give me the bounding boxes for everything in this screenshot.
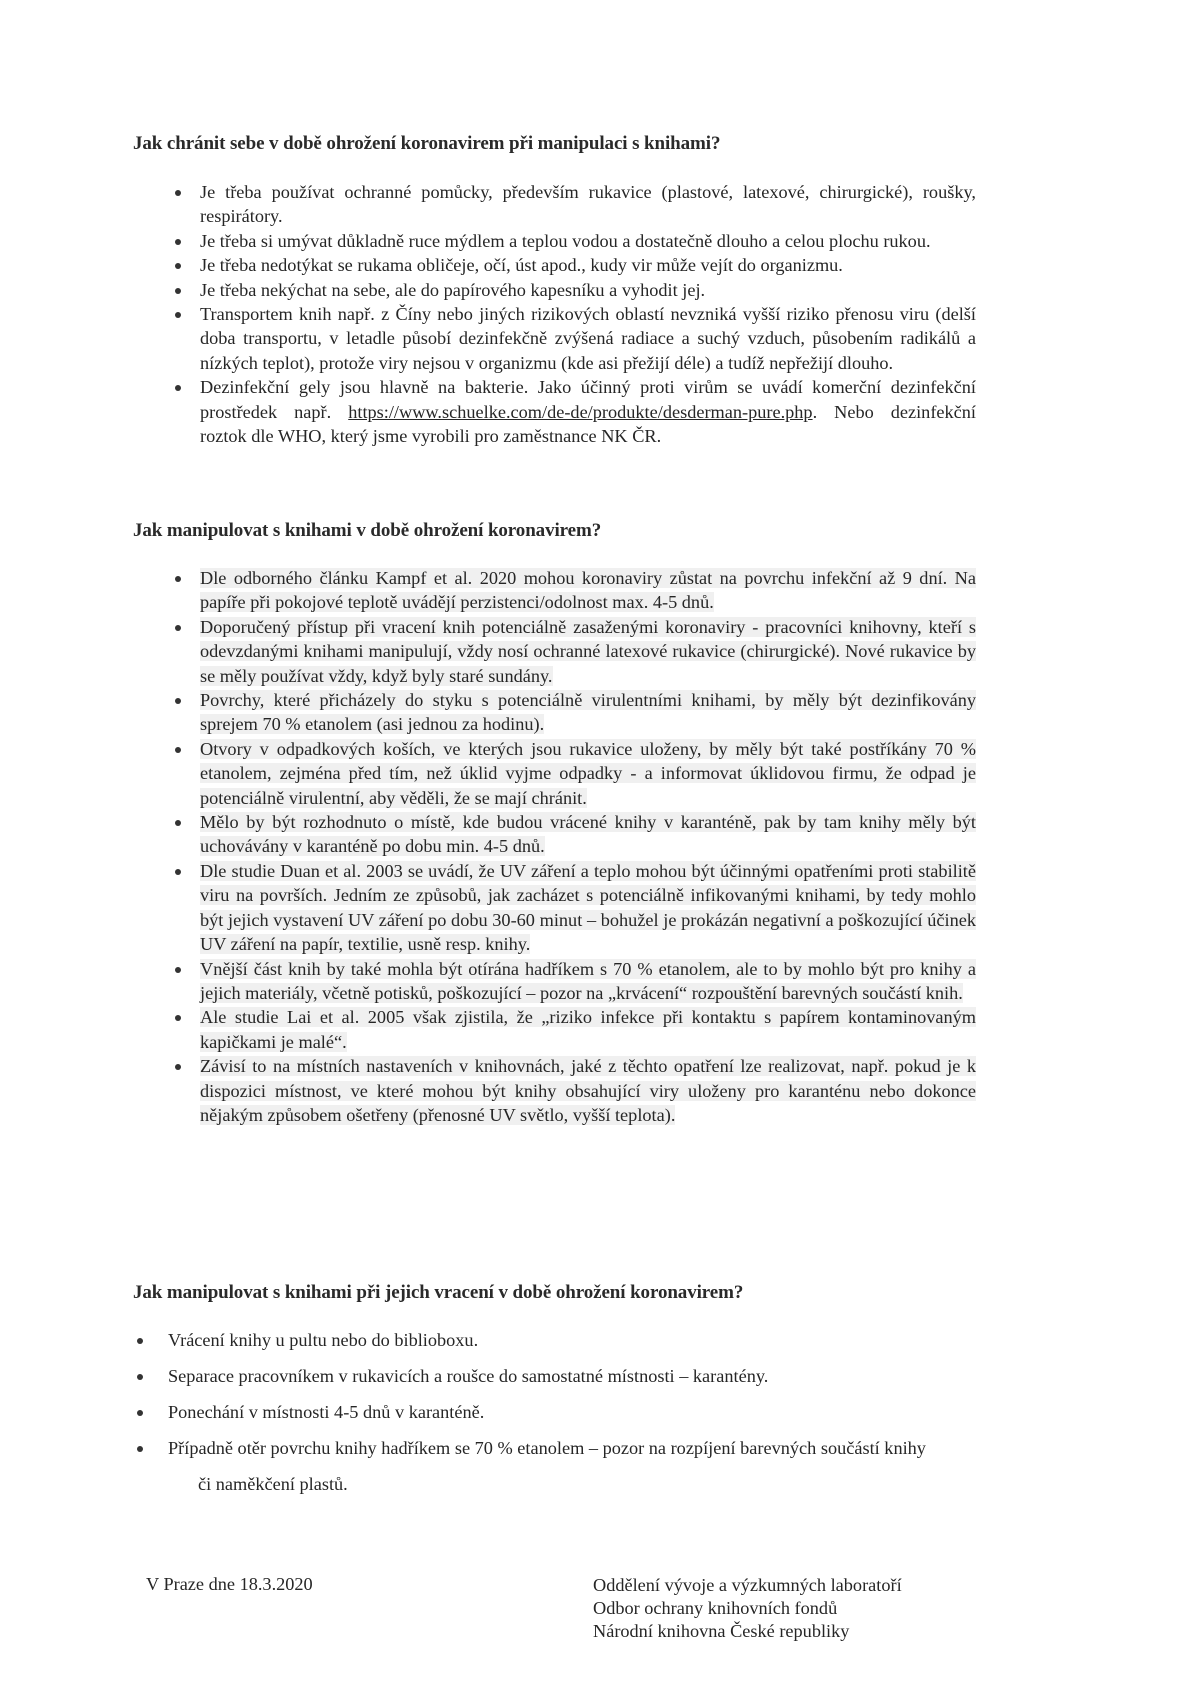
bullet-icon <box>175 239 181 245</box>
list-item: Dezinfekční gely jsou hlavně na bakterie. Jako účinný proti virům se uvádí komerční dezinfekční prostředek např. https://www.schuelke.com/de-de/produkte/desderman-pure.php. Nebo dezinfekční roztok dle WHO, který jsme vyrobili pro zaměstnance NK ČR. <box>175 375 976 448</box>
bullet-icon <box>137 1374 143 1380</box>
signature-division: Odbor ochrany knihovních fondů <box>593 1598 838 1618</box>
bullet-icon <box>137 1446 143 1452</box>
disinfectant-product-link[interactable]: https://www.schuelke.com/de-de/produkte/desderman-pure.php <box>348 401 813 422</box>
signature-block <box>593 1574 902 1643</box>
bullet-icon <box>175 576 181 582</box>
section-heading-protect-self: Jak chránit sebe v době ohrožení koronavirem při manipulaci s knihami? <box>133 133 721 154</box>
bullet-icon <box>175 385 181 391</box>
list-item: Otvory v odpadkových koších, ve kterých jsou rukavice uloženy, by měly být také postříkány 70 % etanolem, zejména před tím, než úklid vyjme odpadky - a informovat úklidovou firmu, že odpad je potenciálně virulentní, aby věděli, že se mají chránit. <box>175 737 976 810</box>
list-item: Mělo by být rozhodnuto o místě, kde budou vrácené knihy v karanténě, pak by tam knihy měly být uchovávány v karanténě po dobu min. 4-5 dnů. <box>175 810 976 859</box>
bullet-icon <box>175 190 181 196</box>
bullet-icon <box>175 625 181 631</box>
bullet-icon <box>175 869 181 875</box>
list-item: Dle odborného článku Kampf et al. 2020 mohou koronaviry zůstat na povrchu infekční až 9 dní. Na papíře při pokojové teplotě uvádějí perzistenci/odolnost max. 4-5 dnů. <box>175 566 976 615</box>
bullet-icon <box>175 1015 181 1021</box>
list-item: Závisí to na místních nastaveních v knihovnách, jaké z těchto opatření lze realizovat, např. pokud je k dispozici místnost, ve které mohou být knihy obsahující viry uloženy pro karanténu nebo dokonce nějakým způsobem ošetřeny (přenosné UV světlo, vyšší teplota). <box>175 1054 976 1127</box>
list-item: Dle studie Duan et al. 2003 se uvádí, že UV záření a teplo mohou být účinnými opatřeními proti stabilitě viru na površích. Jedním ze způsobů, jak zacházet s potenciálně infikovanými knihami, by tedy mohlo být jejich vystavení UV záření po dobu 30-60 minut – bohužel je prokázán negativní a poškozující účinek UV záření na papír, textilie, usně resp. knihy. <box>175 859 976 957</box>
bullet-icon <box>137 1338 143 1344</box>
bullet-icon <box>175 312 181 318</box>
place-and-date: V Praze dne 18.3.2020 <box>146 1574 313 1594</box>
bullet-icon <box>175 1064 181 1070</box>
list-item: Je třeba používat ochranné pomůcky, především rukavice (plastové, latexové, chirurgické), roušky, respirátory. <box>175 180 976 229</box>
list-item: Je třeba nedotýkat se rukama obličeje, očí, úst apod., kudy vir může vejít do organizmu. <box>175 253 976 277</box>
list-item: Separace pracovníkem v rukavicích a roušce do samostatné místnosti – karantény. <box>137 1358 977 1394</box>
bullet-icon <box>175 820 181 826</box>
signature-institution: Národní knihovna České republiky <box>593 1621 850 1641</box>
list-item: Vrácení knihy u pultu nebo do biblioboxu. <box>137 1322 977 1358</box>
list-item: Ale studie Lai et al. 2005 však zjistila, že „riziko infekce při kontaktu s papírem kontaminovaným kapičkami je malé“. <box>175 1005 976 1054</box>
list-item: Povrchy, které přicházely do styku s potenciálně virulentními knihami, by měly být dezinfikovány sprejem 70 % etanolem (asi jednou za hodinu). <box>175 688 976 737</box>
list-item: Je třeba si umývat důkladně ruce mýdlem a teplou vodou a dostatečně dlouho a celou plochu rukou. <box>175 229 976 253</box>
section-heading-book-returns: Jak manipulovat s knihami při jejich vracení v době ohrožení koronavirem? <box>133 1282 744 1303</box>
section-heading-handle-books: Jak manipulovat s knihami v době ohrožení koronavirem? <box>133 520 602 541</box>
handle-books-list <box>175 566 976 1127</box>
list-item: Doporučený přístup při vracení knih potenciálně zasaženými koronaviry - pracovníci knihovny, kteří s odevzdanými knihami manipulují, vždy nosí ochranné latexové rukavice (chirurgické). Nové rukavice by se měly používat vždy, když byly staré sundány. <box>175 615 976 688</box>
list-item: Ponechání v místnosti 4-5 dnů v karanténě. <box>137 1394 977 1430</box>
list-item: Je třeba nekýchat na sebe, ale do papírového kapesníku a vyhodit jej. <box>175 278 976 302</box>
book-returns-list <box>137 1322 977 1502</box>
list-item: Případně otěr povrchu knihy hadříkem se 70 % etanolem – pozor na rozpíjení barevných součástí knihy či naměkčení plastů. <box>137 1430 977 1502</box>
signature-department: Oddělení vývoje a výzkumných laboratoří <box>593 1575 902 1595</box>
bullet-icon <box>137 1410 143 1416</box>
list-item: Transportem knih např. z Číny nebo jiných rizikových oblastí nevzniká vyšší riziko přenosu viru (delší doba transportu, v letadle působí dezinfekčně zvýšená radiace a suchý vzduch, působením radikálů a nízkých teplot), protože viry nejsou v organizmu (kde asi přežijí déle) a tudíž nepřežijí dlouho. <box>175 302 976 375</box>
protect-self-list <box>175 180 976 448</box>
bullet-icon <box>175 747 181 753</box>
bullet-icon <box>175 263 181 269</box>
bullet-icon <box>175 288 181 294</box>
bullet-icon <box>175 698 181 704</box>
list-item: Vnější část knih by také mohla být otírána hadříkem s 70 % etanolem, ale to by mohlo být pro knihy a jejich materiály, včetně potisků, poškozující – pozor na „krvácení“ rozpouštění barevných součástí knih. <box>175 957 976 1006</box>
bullet-icon <box>175 967 181 973</box>
